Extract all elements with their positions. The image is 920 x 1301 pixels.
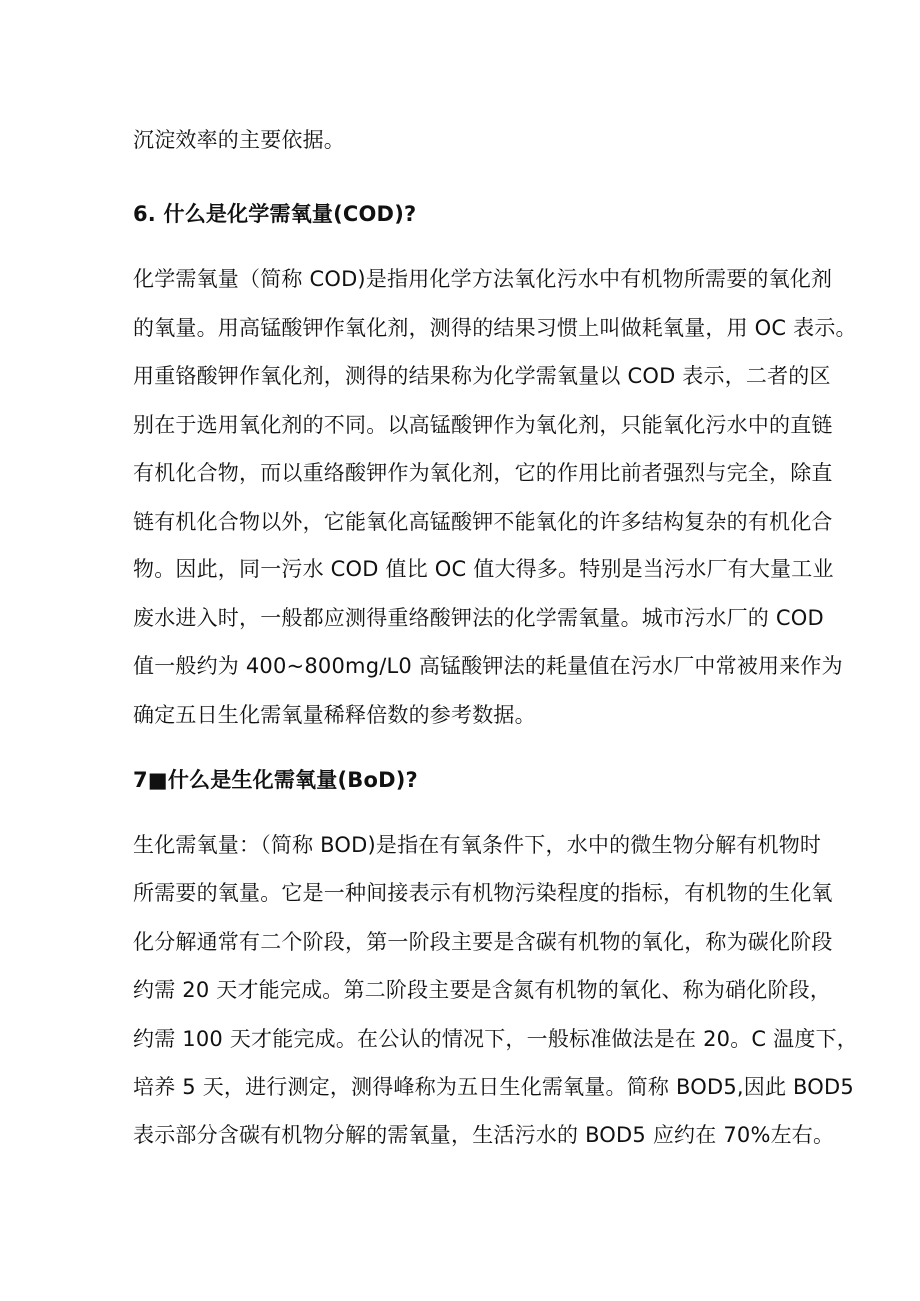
section-7-line-7: 表示部分含碳有机物分解的需氧量，生活污水的 BOD5 应约在 70%左右。	[133, 1123, 835, 1147]
section-6-line-8: 废水进入时，一般都应测得重络酸钾法的化学需氧量。城市污水厂的 COD	[133, 606, 824, 630]
section-6-line-7: 物。因此，同一污水 COD 值比 OC 值大得多。特别是当污水厂有大量工业	[133, 557, 834, 581]
section-7-line-3: 化分解通常有二个阶段，第一阶段主要是含碳有机物的氧化，称为碳化阶段	[133, 930, 833, 954]
section-7-line-6: 培养 5 天，进行测定，测得峰称为五日生化需氧量。简称 BOD5,因此 BOD5	[133, 1075, 854, 1099]
section-7-line-4: 约需 20 天才能完成。第二阶段主要是含氮有机物的氧化、称为硝化阶段，	[133, 978, 832, 1002]
section-6-line-2: 的氧量。用高锰酸钾作氧化剂，测得的结果习惯上叫做耗氧量，用 OC 表示。	[133, 316, 857, 340]
section-6-line-6: 链有机化合物以外，它能氧化高锰酸钾不能氧化的许多结构复杂的有机化合	[133, 510, 833, 534]
section-6-line-4: 别在于选用氧化剂的不同。以高锰酸钾作为氧化剂，只能氧化污水中的直链	[133, 413, 833, 437]
section-7-heading: 7■什么是生化需氧量(BoD)?	[133, 768, 418, 792]
section-7-line-1: 生化需氧量：（简称 BOD)是指在有氧条件下，水中的微生物分解有机物时	[133, 833, 822, 857]
section-6-line-3: 用重铬酸钾作氧化剂，测得的结果称为化学需氧量以 COD 表示，二者的区	[133, 364, 831, 388]
intro-line: 沉淀效率的主要依据。	[133, 128, 345, 152]
section-6-line-1: 化学需氧量（简称 COD)是指用化学方法氧化污水中有机物所需要的氧化剂	[133, 267, 833, 291]
section-6-heading: 6. 什么是化学需氧量(COD)?	[133, 202, 417, 226]
section-7-line-2: 所需要的氧量。它是一种间接表示有机物污染程度的指标，有机物的生化氧	[133, 881, 833, 905]
section-7-line-5: 约需 100 天才能完成。在公认的情况下，一般标准做法是在 20。C 温度下，	[133, 1027, 858, 1051]
section-6-line-9: 值一般约为 400~800mg∕L0 高锰酸钾法的耗量值在污水厂中常被用来作为	[133, 654, 843, 678]
section-6-line-5: 有机化合物，而以重络酸钾作为氧化剂，它的作用比前者强烈与完全，除直	[133, 461, 833, 485]
section-6-line-10: 确定五日生化需氧量稀释倍数的参考数据。	[133, 703, 536, 727]
